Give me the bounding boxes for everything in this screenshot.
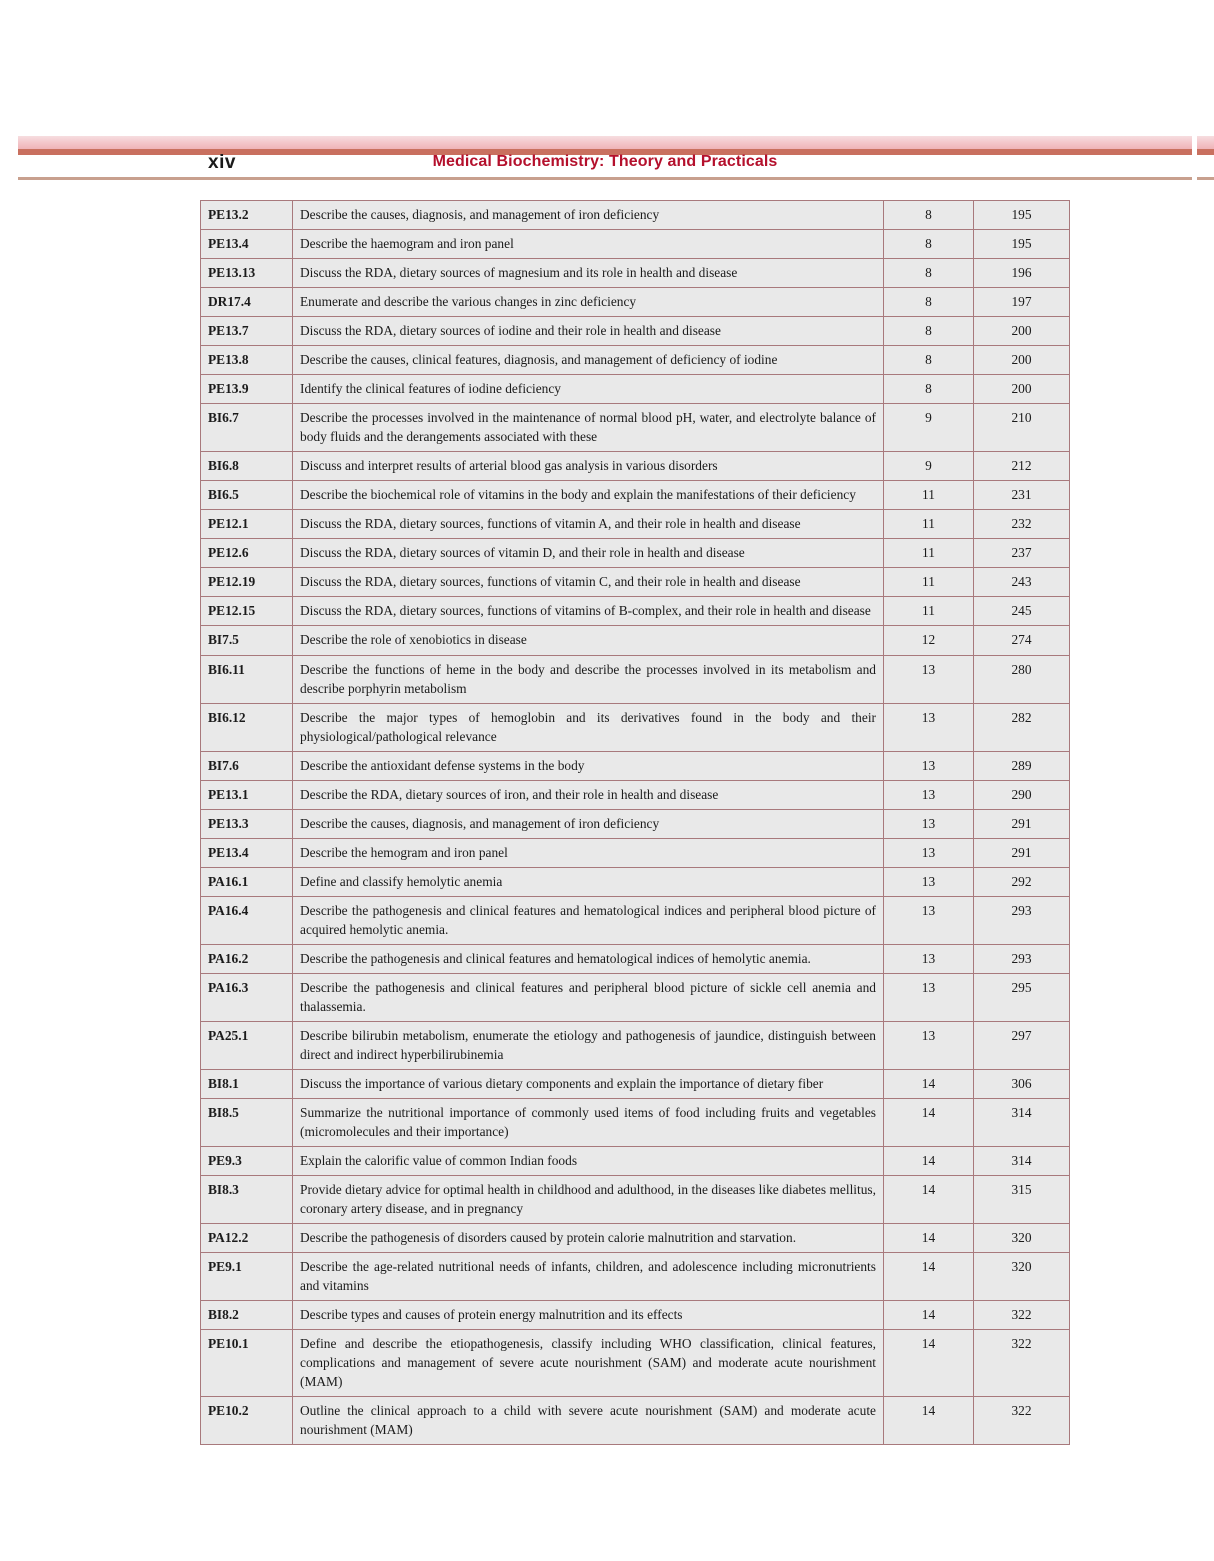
competency-code: BI8.5 bbox=[201, 1099, 293, 1147]
competency-description: Describe the processes involved in the maintenance of normal blood pH, water, and electrolyte balance of body fluids and the derangements associated with these bbox=[293, 404, 884, 452]
chapter-number: 14 bbox=[884, 1224, 974, 1253]
page-number: 322 bbox=[974, 1397, 1070, 1445]
table-row bbox=[201, 597, 1070, 626]
competency-code: DR17.4 bbox=[201, 288, 293, 317]
table-row bbox=[201, 626, 1070, 655]
page-title: Medical Biochemistry: Theory and Practicals bbox=[432, 153, 778, 170]
table-row bbox=[201, 973, 1070, 1021]
page-number: 293 bbox=[974, 896, 1070, 944]
page-number: 282 bbox=[974, 703, 1070, 751]
page-number: 197 bbox=[974, 288, 1070, 317]
chapter-number: 14 bbox=[884, 1176, 974, 1224]
table-row bbox=[201, 230, 1070, 259]
chapter-number: 13 bbox=[884, 896, 974, 944]
competency-code: BI8.2 bbox=[201, 1301, 293, 1330]
competency-description: Describe the causes, diagnosis, and management of iron deficiency bbox=[293, 201, 884, 230]
chapter-number: 13 bbox=[884, 838, 974, 867]
competency-description: Describe the haemogram and iron panel bbox=[293, 230, 884, 259]
competency-description: Discuss and interpret results of arterial blood gas analysis in various disorders bbox=[293, 452, 884, 481]
table-row bbox=[201, 1301, 1070, 1330]
competency-code: PA25.1 bbox=[201, 1021, 293, 1069]
table-row bbox=[201, 1397, 1070, 1445]
page-number: 200 bbox=[974, 375, 1070, 404]
chapter-number: 11 bbox=[884, 481, 974, 510]
competency-code: BI6.11 bbox=[201, 655, 293, 703]
page-number: 200 bbox=[974, 346, 1070, 375]
table-row bbox=[201, 655, 1070, 703]
competency-description: Provide dietary advice for optimal health in childhood and adulthood, in the diseases like diabetes mellitus, coronary artery disease, and in pregnancy bbox=[293, 1176, 884, 1224]
competency-code: PE12.15 bbox=[201, 597, 293, 626]
page-number: 280 bbox=[974, 655, 1070, 703]
table-row bbox=[201, 944, 1070, 973]
page-number: 210 bbox=[974, 404, 1070, 452]
page-number: 195 bbox=[974, 230, 1070, 259]
competency-description: Outline the clinical approach to a child with severe acute nourishment (SAM) and moderate acute nourishment (MAM) bbox=[293, 1397, 884, 1445]
competency-description: Summarize the nutritional importance of commonly used items of food including fruits and vegetables (micromolecules and their importance) bbox=[293, 1099, 884, 1147]
table-row bbox=[201, 539, 1070, 568]
page-folio-number: xiv bbox=[208, 152, 236, 173]
page-number: 212 bbox=[974, 452, 1070, 481]
page-number: 297 bbox=[974, 1021, 1070, 1069]
competency-code: PE13.3 bbox=[201, 809, 293, 838]
table-row bbox=[201, 809, 1070, 838]
header-rule-left bbox=[18, 177, 1192, 180]
chapter-number: 13 bbox=[884, 867, 974, 896]
chapter-number: 11 bbox=[884, 568, 974, 597]
competency-description: Describe types and causes of protein energy malnutrition and its effects bbox=[293, 1301, 884, 1330]
chapter-number: 14 bbox=[884, 1147, 974, 1176]
competency-description: Describe the pathogenesis of disorders caused by protein calorie malnutrition and starvation. bbox=[293, 1224, 884, 1253]
competency-code: PE13.13 bbox=[201, 259, 293, 288]
competency-code: PE12.19 bbox=[201, 568, 293, 597]
chapter-number: 9 bbox=[884, 452, 974, 481]
table-row bbox=[201, 1021, 1070, 1069]
table-row bbox=[201, 838, 1070, 867]
page-number: 237 bbox=[974, 539, 1070, 568]
competency-code: BI6.8 bbox=[201, 452, 293, 481]
competency-description: Describe the antioxidant defense systems in the body bbox=[293, 751, 884, 780]
header-rule bbox=[0, 177, 1214, 181]
table-row bbox=[201, 259, 1070, 288]
competency-description: Describe the biochemical role of vitamins in the body and explain the manifestations of their deficiency bbox=[293, 481, 884, 510]
table-row bbox=[201, 288, 1070, 317]
competency-table-container bbox=[200, 200, 1032, 1445]
running-head bbox=[18, 152, 1192, 178]
competency-description: Describe the causes, diagnosis, and management of iron deficiency bbox=[293, 809, 884, 838]
table-row bbox=[201, 867, 1070, 896]
table-row bbox=[201, 346, 1070, 375]
page-number: 322 bbox=[974, 1330, 1070, 1397]
table-row bbox=[201, 568, 1070, 597]
competency-code: PE9.1 bbox=[201, 1253, 293, 1301]
page-number: 315 bbox=[974, 1176, 1070, 1224]
competency-code: PE12.1 bbox=[201, 510, 293, 539]
competency-description: Describe the functions of heme in the body and describe the processes involved in its metabolism and describe porphyrin metabolism bbox=[293, 655, 884, 703]
table-row bbox=[201, 1147, 1070, 1176]
competency-code: BI6.12 bbox=[201, 703, 293, 751]
competency-description: Describe the pathogenesis and clinical features and peripheral blood picture of sickle cell anemia and thalassemia. bbox=[293, 973, 884, 1021]
competency-description: Describe the hemogram and iron panel bbox=[293, 838, 884, 867]
competency-description: Describe the major types of hemoglobin and its derivatives found in the body and their physiological/pathological relevance bbox=[293, 703, 884, 751]
table-row bbox=[201, 404, 1070, 452]
table-row bbox=[201, 375, 1070, 404]
chapter-number: 13 bbox=[884, 780, 974, 809]
table-row bbox=[201, 510, 1070, 539]
competency-table-body bbox=[201, 201, 1070, 1445]
page-number: 274 bbox=[974, 626, 1070, 655]
competency-code: PE13.1 bbox=[201, 780, 293, 809]
chapter-number: 13 bbox=[884, 751, 974, 780]
competency-code: PE13.2 bbox=[201, 201, 293, 230]
competency-code: PE13.4 bbox=[201, 230, 293, 259]
page-number: 195 bbox=[974, 201, 1070, 230]
competency-description: Define and describe the etiopathogenesis, classify including WHO classification, clinical features, complications and management of severe acute nourishment (SAM) and moderate acute nourishment (MAM) bbox=[293, 1330, 884, 1397]
competency-description: Describe the age-related nutritional needs of infants, children, and adolescence including micronutrients and vitamins bbox=[293, 1253, 884, 1301]
competency-description: Identify the clinical features of iodine deficiency bbox=[293, 375, 884, 404]
page-number: 295 bbox=[974, 973, 1070, 1021]
competency-table bbox=[200, 200, 1070, 1445]
chapter-number: 13 bbox=[884, 944, 974, 973]
table-row bbox=[201, 317, 1070, 346]
chapter-number: 8 bbox=[884, 201, 974, 230]
page-number: 292 bbox=[974, 867, 1070, 896]
competency-description: Describe the causes, clinical features, diagnosis, and management of deficiency of iodine bbox=[293, 346, 884, 375]
chapter-number: 14 bbox=[884, 1099, 974, 1147]
header-band-pink-right bbox=[1197, 136, 1214, 150]
chapter-number: 13 bbox=[884, 703, 974, 751]
table-row bbox=[201, 1176, 1070, 1224]
competency-code: PA16.3 bbox=[201, 973, 293, 1021]
competency-description: Explain the calorific value of common Indian foods bbox=[293, 1147, 884, 1176]
competency-code: PE13.4 bbox=[201, 838, 293, 867]
chapter-number: 9 bbox=[884, 404, 974, 452]
table-row bbox=[201, 780, 1070, 809]
page-number: 290 bbox=[974, 780, 1070, 809]
chapter-number: 13 bbox=[884, 973, 974, 1021]
page-number: 243 bbox=[974, 568, 1070, 597]
table-row bbox=[201, 1253, 1070, 1301]
competency-code: PE10.2 bbox=[201, 1397, 293, 1445]
competency-code: PE13.9 bbox=[201, 375, 293, 404]
competency-code: BI6.7 bbox=[201, 404, 293, 452]
header-rule-right bbox=[1197, 177, 1214, 180]
competency-code: PA12.2 bbox=[201, 1224, 293, 1253]
competency-description: Describe the role of xenobiotics in disease bbox=[293, 626, 884, 655]
table-row bbox=[201, 452, 1070, 481]
page-number: 320 bbox=[974, 1253, 1070, 1301]
competency-description: Discuss the RDA, dietary sources of vitamin D, and their role in health and disease bbox=[293, 539, 884, 568]
chapter-number: 11 bbox=[884, 510, 974, 539]
table-row bbox=[201, 1099, 1070, 1147]
competency-description: Discuss the RDA, dietary sources, functions of vitamins of B-complex, and their role in health and disease bbox=[293, 597, 884, 626]
competency-code: PA16.2 bbox=[201, 944, 293, 973]
chapter-number: 8 bbox=[884, 259, 974, 288]
table-row bbox=[201, 1330, 1070, 1397]
page-number: 291 bbox=[974, 838, 1070, 867]
chapter-number: 13 bbox=[884, 1021, 974, 1069]
chapter-number: 14 bbox=[884, 1301, 974, 1330]
competency-code: BI6.5 bbox=[201, 481, 293, 510]
chapter-number: 8 bbox=[884, 230, 974, 259]
page-number: 320 bbox=[974, 1224, 1070, 1253]
competency-code: BI7.6 bbox=[201, 751, 293, 780]
page-number: 306 bbox=[974, 1070, 1070, 1099]
page-number: 322 bbox=[974, 1301, 1070, 1330]
header-band-dark-right bbox=[1197, 149, 1214, 155]
table-row bbox=[201, 201, 1070, 230]
competency-code: PA16.1 bbox=[201, 867, 293, 896]
competency-code: PE13.7 bbox=[201, 317, 293, 346]
competency-code: BI7.5 bbox=[201, 626, 293, 655]
table-row bbox=[201, 1224, 1070, 1253]
competency-description: Discuss the RDA, dietary sources of iodine and their role in health and disease bbox=[293, 317, 884, 346]
chapter-number: 8 bbox=[884, 375, 974, 404]
page-number: 289 bbox=[974, 751, 1070, 780]
chapter-number: 14 bbox=[884, 1253, 974, 1301]
page-number: 291 bbox=[974, 809, 1070, 838]
table-row bbox=[201, 481, 1070, 510]
page-number: 231 bbox=[974, 481, 1070, 510]
competency-description: Discuss the RDA, dietary sources, functions of vitamin A, and their role in health and disease bbox=[293, 510, 884, 539]
page-number: 232 bbox=[974, 510, 1070, 539]
page-number: 245 bbox=[974, 597, 1070, 626]
competency-code: BI8.3 bbox=[201, 1176, 293, 1224]
chapter-number: 14 bbox=[884, 1330, 974, 1397]
header-band-pink-left bbox=[18, 136, 1192, 150]
competency-code: PE10.1 bbox=[201, 1330, 293, 1397]
competency-code: PE12.6 bbox=[201, 539, 293, 568]
competency-code: PE9.3 bbox=[201, 1147, 293, 1176]
chapter-number: 8 bbox=[884, 317, 974, 346]
page-number: 314 bbox=[974, 1099, 1070, 1147]
table-row bbox=[201, 896, 1070, 944]
competency-description: Describe the RDA, dietary sources of iron, and their role in health and disease bbox=[293, 780, 884, 809]
chapter-number: 13 bbox=[884, 655, 974, 703]
page-number: 293 bbox=[974, 944, 1070, 973]
competency-description: Discuss the RDA, dietary sources of magnesium and its role in health and disease bbox=[293, 259, 884, 288]
chapter-number: 14 bbox=[884, 1070, 974, 1099]
page-number: 314 bbox=[974, 1147, 1070, 1176]
competency-description: Enumerate and describe the various changes in zinc deficiency bbox=[293, 288, 884, 317]
chapter-number: 8 bbox=[884, 288, 974, 317]
competency-description: Describe the pathogenesis and clinical features and hematological indices and peripheral blood picture of acquired hemolytic anemia. bbox=[293, 896, 884, 944]
chapter-number: 8 bbox=[884, 346, 974, 375]
table-row bbox=[201, 751, 1070, 780]
chapter-number: 12 bbox=[884, 626, 974, 655]
table-row bbox=[201, 1070, 1070, 1099]
competency-code: BI8.1 bbox=[201, 1070, 293, 1099]
competency-description: Discuss the importance of various dietary components and explain the importance of dietary fiber bbox=[293, 1070, 884, 1099]
chapter-number: 11 bbox=[884, 597, 974, 626]
competency-code: PA16.4 bbox=[201, 896, 293, 944]
page-number: 196 bbox=[974, 259, 1070, 288]
chapter-number: 11 bbox=[884, 539, 974, 568]
competency-description: Describe the pathogenesis and clinical features and hematological indices of hemolytic anemia. bbox=[293, 944, 884, 973]
table-row bbox=[201, 703, 1070, 751]
chapter-number: 14 bbox=[884, 1397, 974, 1445]
chapter-number: 13 bbox=[884, 809, 974, 838]
page-number: 200 bbox=[974, 317, 1070, 346]
competency-description: Discuss the RDA, dietary sources, functions of vitamin C, and their role in health and disease bbox=[293, 568, 884, 597]
competency-description: Define and classify hemolytic anemia bbox=[293, 867, 884, 896]
competency-description: Describe bilirubin metabolism, enumerate the etiology and pathogenesis of jaundice, distinguish between direct and indirect hyperbilirubinemia bbox=[293, 1021, 884, 1069]
competency-code: PE13.8 bbox=[201, 346, 293, 375]
